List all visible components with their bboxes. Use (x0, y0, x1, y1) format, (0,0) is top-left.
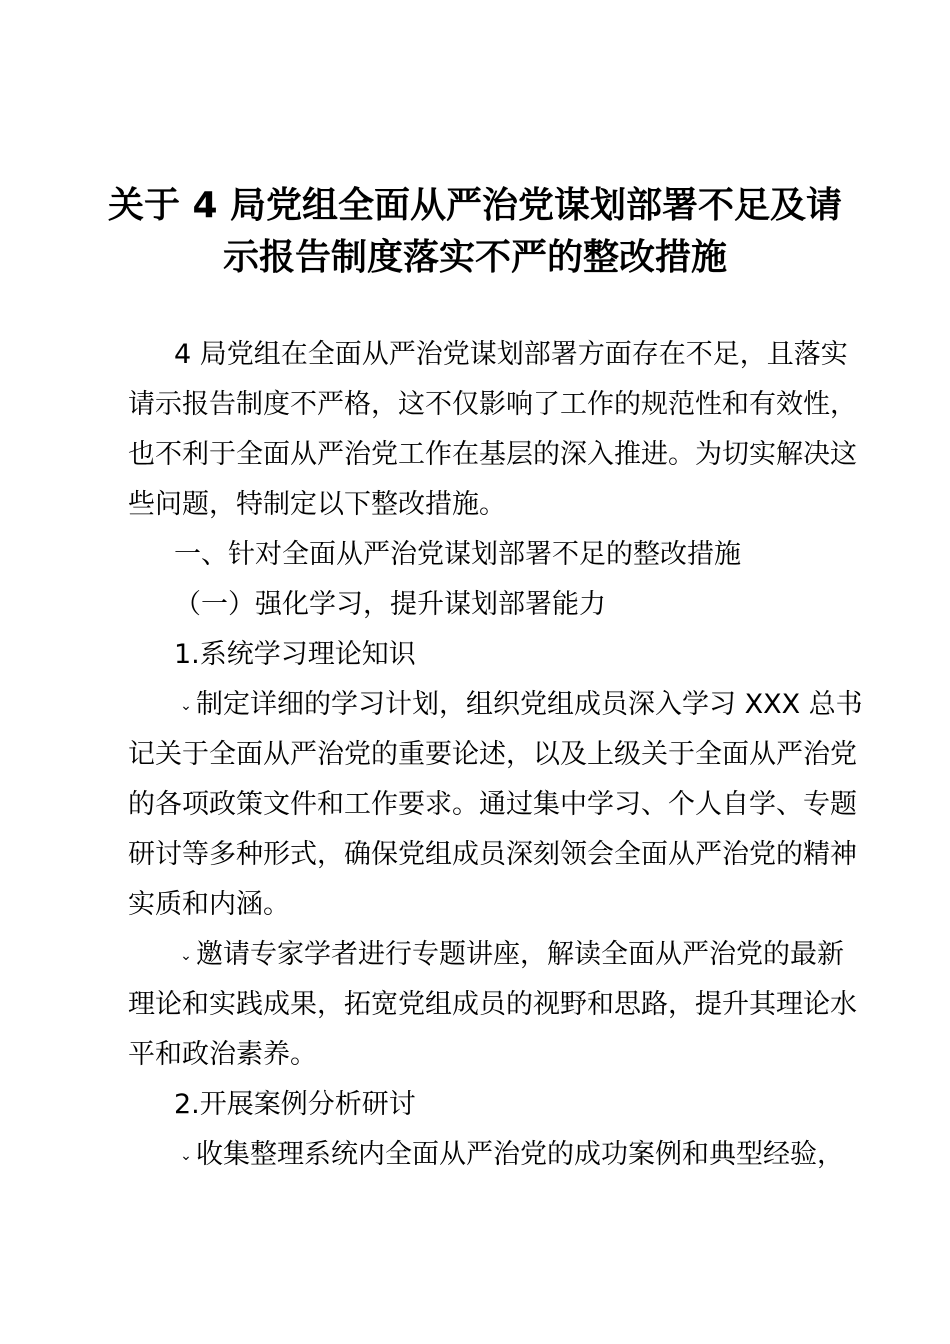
bullet-mark-icon: ⌄ (180, 947, 192, 964)
intro-paragraph (128, 330, 857, 530)
title-line-2: 示报告制度落实不严的整改措施 (222, 237, 727, 278)
item-heading-2: 2.开展案例分析研讨 (174, 1089, 416, 1120)
paragraph-line: 些问题，特制定以下整改措施。 (128, 489, 506, 520)
paragraph-line: 制定详细的学习计划，组织党组成员深入学习 XXX 总书 (196, 689, 863, 720)
paragraph-line: 4 局党组在全面从严治党谋划部署方面存在不足，且落实 (174, 339, 848, 370)
document-title (100, 180, 850, 284)
paragraph-line: 收集整理系统内全面从严治党的成功案例和典型经验， (196, 1139, 844, 1170)
paragraph-line: 记关于全面从严治党的重要论述，以及上级关于全面从严治党 (128, 739, 857, 770)
paragraph-line: 平和政治素养。 (128, 1039, 317, 1070)
paragraph-line: 理论和实践成果，拓宽党组成员的视野和思路，提升其理论水 (128, 989, 857, 1020)
paragraph-line: 实质和内涵。 (128, 889, 290, 920)
bullet-mark-icon: ⌄ (180, 697, 192, 714)
paragraph-line: 研讨等多种形式，确保党组成员深刻领会全面从严治党的精神 (128, 839, 857, 870)
paragraph-line: 也不利于全面从严治党工作在基层的深入推进。为切实解决这 (128, 439, 857, 470)
paragraph-line: 邀请专家学者进行专题讲座，解读全面从严治党的最新 (196, 939, 844, 970)
bullet-paragraph-2 (128, 930, 857, 1080)
document-body (128, 330, 863, 1180)
item-heading-1: 1.系统学习理论知识 (174, 639, 416, 670)
paragraph-line: 的各项政策文件和工作要求。通过集中学习、个人自学、专题 (128, 789, 857, 820)
subsection-heading-1-1: （一）强化学习，提升谋划部署能力 (174, 589, 606, 620)
title-line-1: 关于 4 局党组全面从严治党谋划部署不足及请 (107, 185, 843, 226)
section-heading-1: 一、针对全面从严治党谋划部署不足的整改措施 (174, 539, 741, 570)
bullet-paragraph-3 (128, 1130, 844, 1180)
bullet-paragraph-1 (128, 680, 863, 930)
paragraph-line: 请示报告制度不严格，这不仅影响了工作的规范性和有效性， (128, 389, 857, 420)
bullet-mark-icon: ⌄ (180, 1147, 192, 1164)
